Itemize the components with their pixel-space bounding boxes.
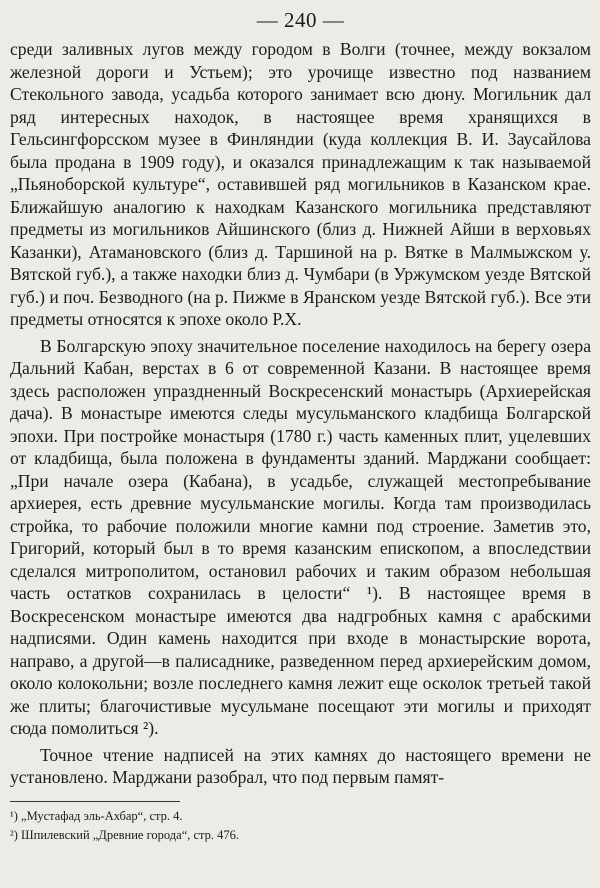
paragraph-inscriptions: Точное чтение надписей на этих камнях до настоящего времени не установлено. Марджани разобрал, что под первым памят- bbox=[10, 744, 591, 787]
footnote-1: ¹) „Мустафад эль-Ахбар“, стр. 4. bbox=[10, 808, 183, 823]
paragraph-bulgarian-epoch: В Болгарскую эпоху значительное поселение находилось на берегу озера Дальний Кабан, верстах в 6 от современной Казани. В настоящее время здесь расположен упраздненный Воскресенский монастырь (Архиерейская дача). В монастыре имеются следы мусульманского кладбища Болгарской эпохи. При постройке монастыря (1780 г.) часть каменных плит, уцелевших от кладбища, была положена в фундаменты зданий. Марджани сообщает: „При начале озера (Кабана), в усадьбе, служащей местопребывание архиерея, есть древние мусульманские могилы. Когда там производилась стройка, то рабочие положили многие камни под строение. Заметив это, Григорий, который был в то время казанским епископом, а впоследствии сделался митрополитом, остановил рабочих и таким образом небольшая часть остатков сохранилась в целости“ ¹). В настоящее время в Воскресенском монастыре имеются два надгробных камня с арабскими надписями. Один камень находится при входе в монастырские ворота, направо, а другой—в палисаднике, разведенном перед архиерейским домом, около колокольни; возле последнего камня лежит еще осколок третьей такой же плиты; благочистивые мусульмане посещают эти могилы и приходят сюда помолиться ²). bbox=[10, 335, 591, 738]
footnote-divider bbox=[10, 801, 180, 802]
paragraph-continuation: среди заливных лугов между городом в Волги (точнее, между вокзалом железной дороги и Устьем); это урочище известно под названием Стекольного завода, усадьба которого занимает всю дюну. Могильник дал ряд интересных находок, в настоящее время хранящихся в Гельсингфорсском музее в Финляндии (куда коллекция В. И. Заусайлова была продана в 1909 году), и оказался принадлежащим к так называемой „Пьяноборской культуре“, оставившей ряд могильников в Казанском крае. Ближайшую аналогию к находкам Казанского могильника представляют предметы из могильников Айшинского (близ д. Нижней Айши в верховьях Казанки), Атамановского (близ д. Таршиной на р. Вятке в Малмыжском у. Вятской губ.), а также находки близ д. Чумбари (в Уржумском уезде Вятской губ.) и поч. Безводного (на р. Пижме в Яранском уезде Вятской губ.). Все эти предметы относятся к эпохе около Р.Х. bbox=[10, 39, 591, 329]
footnote-2: ²) Шпилевский „Древние города“, стр. 476. bbox=[10, 827, 240, 842]
page-number: — 240 — bbox=[256, 8, 345, 32]
